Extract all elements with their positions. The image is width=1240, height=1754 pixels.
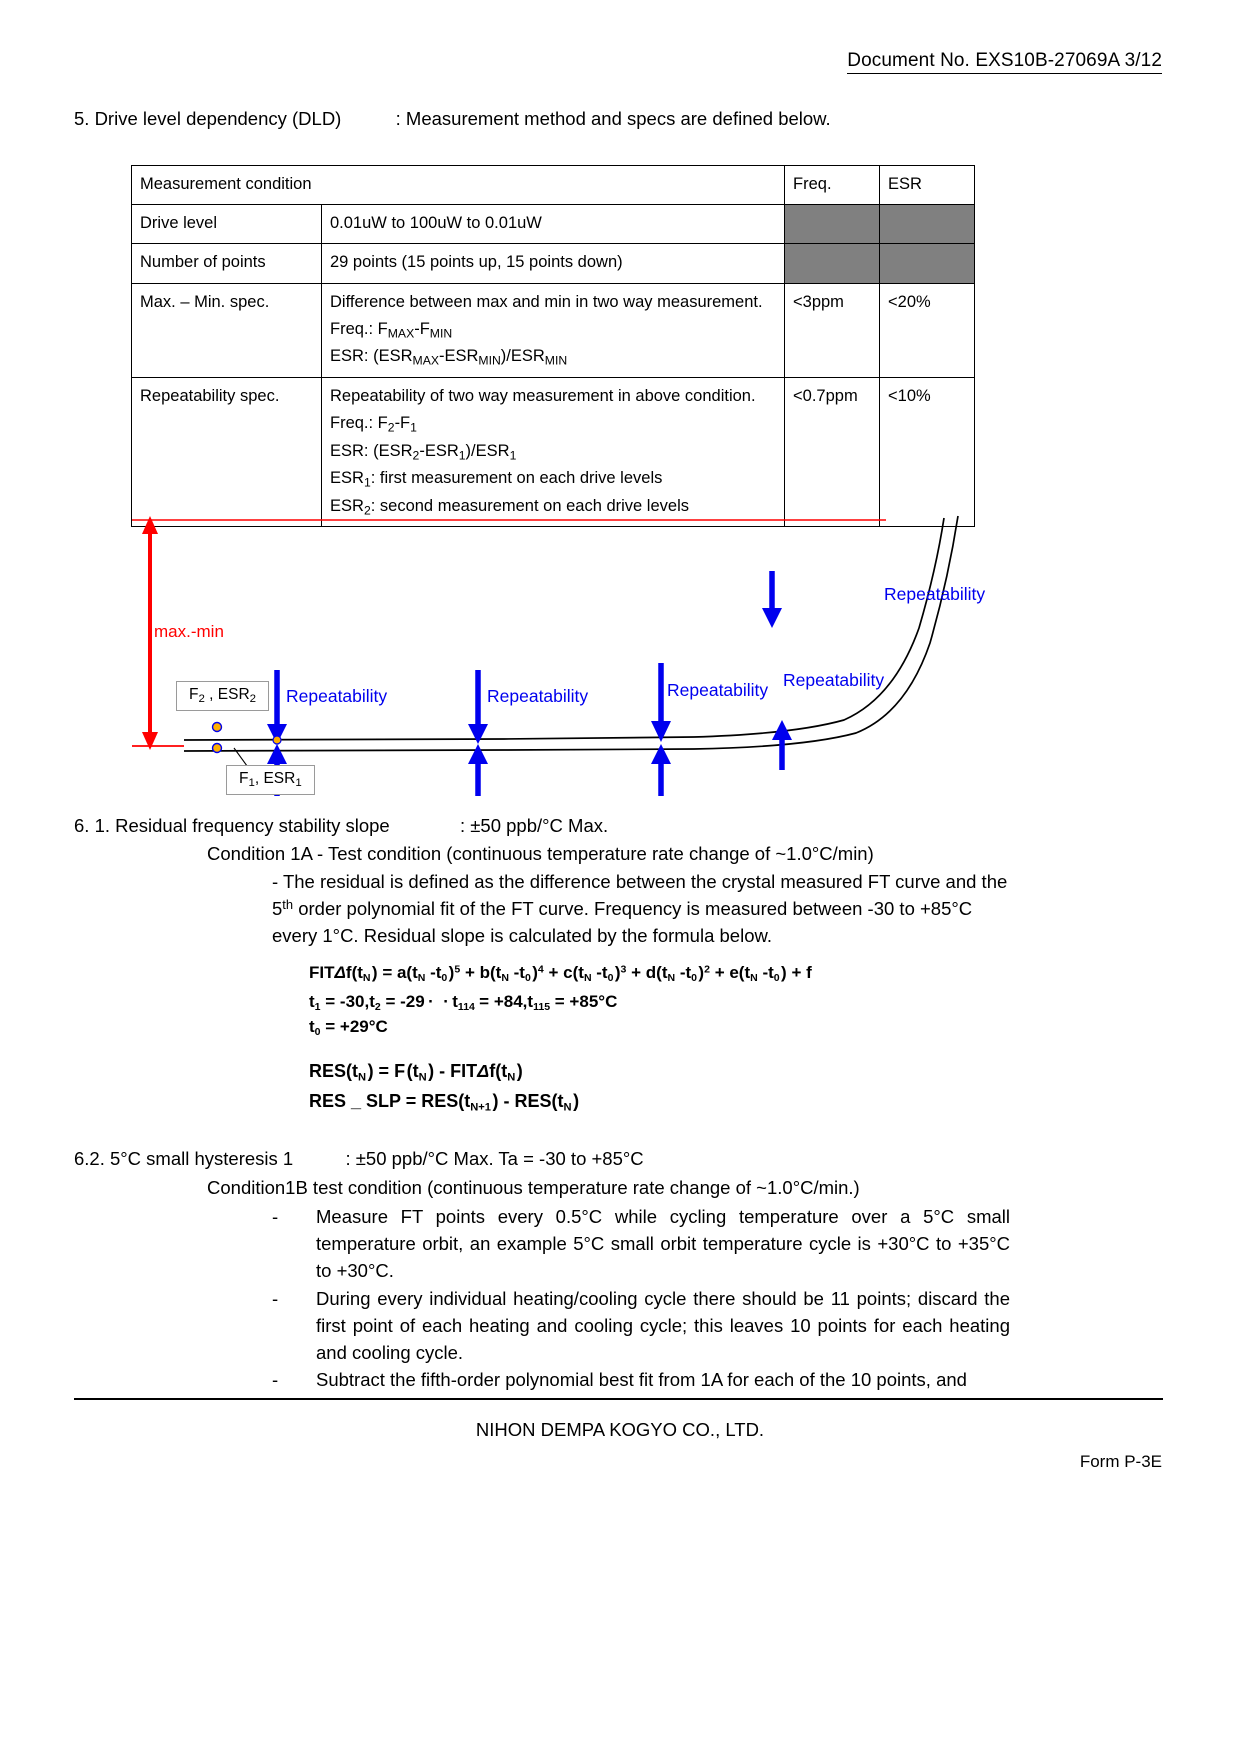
row-label-number-of-points: Number of points (132, 244, 322, 283)
table-row (132, 244, 975, 283)
measurement-table (131, 165, 975, 527)
dld-diagram (74, 508, 1164, 808)
formula-res-slp: RES _ SLP = $RES(t_{N+1}$ ) - $RES(t_N$ ) (309, 1091, 580, 1114)
row-condition-repeatability-spec (322, 377, 785, 526)
point-marker-f1 (213, 744, 222, 753)
row-label-drive-level: Drive level (132, 205, 322, 244)
repeat-line-4: $ESR_1$: first measurement on each drive levels (330, 469, 663, 490)
row-esr-drive-level (880, 205, 975, 244)
repeatability-arrow-down-2 (468, 670, 488, 744)
repeatability-label-4: Repeatability (783, 670, 885, 690)
formula-fit: $FIT\Delta f(t_N$ ) = $a(t_N$ $-t_0$ )$^5 + b(t_N$ $-t_0$ )$^4 + c(t_N$ $-t_0$ )$^3 + d(t_N$ $-t_0$ )$^2 + e(t_N$ $-t_0$ ) + f (309, 963, 812, 985)
max-min-arrow-head-down (142, 732, 158, 750)
section-5-description: : Measurement method and specs are defined below. (395, 108, 831, 129)
row-condition-max-min-spec (322, 283, 785, 377)
list-item (272, 1366, 1010, 1393)
row-freq-repeatability-spec: <0.7ppm (785, 377, 880, 526)
row-freq-drive-level (785, 205, 880, 244)
section-62-heading (74, 1145, 644, 1172)
footer-form-code: Form P-3E (1079, 1452, 1162, 1471)
bullet-marker: - (272, 1206, 279, 1227)
point-marker-f2 (213, 723, 222, 732)
condition-1b: Condition1B test condition (continuous temperature rate change of ~1.0°C/min.) (207, 1177, 860, 1198)
repeat-line-3: ESR: $(ESR_2-ESR_1)/ESR_1$ (330, 441, 517, 463)
repeatability-label-1: Repeatability (286, 686, 388, 706)
section-62-title: 6.2. 5°C small hysteresis 1 (74, 1148, 294, 1169)
row-freq-max-min-spec: <3ppm (785, 283, 880, 377)
max-min-line-3: ESR: $(ESR_{MAX}-ESR_{MIN})/ESR_{MIN}$ (330, 347, 568, 368)
table-row (132, 377, 975, 526)
bullet-text: Measure FT points every 0.5°C while cycling temperature over a 5°C small temperature orbit, an example 5°C small orbit temperature cycle is +30°C to +35°C to +30°C. (316, 1206, 1010, 1282)
formula-t-range: $t_1 = -30,t_2 = -29$ · · $t_{114}$ = $+84,t_{115} = +85^\circ C$ (309, 992, 618, 1014)
f2-esr2-box: $F_2$ , $ESR_2$ (176, 681, 269, 711)
list-item (272, 1285, 1010, 1367)
row-condition-drive-level: 0.01uW to 100uW to 0.01uW (322, 205, 785, 244)
formula-res: $RES(t_N$ ) = F ($t_N$ ) - $FIT\Delta f(t_N$ ) (309, 1061, 523, 1084)
row-freq-number-of-points (785, 244, 880, 283)
max-min-line-1: Difference between max and min in two way measurement. (330, 292, 763, 311)
repeatability-arrow-down-3 (651, 663, 671, 742)
list-item (272, 1203, 1010, 1285)
section-62-spec: : ±50 ppb/°C Max. Ta = -30 to +85°C (345, 1148, 644, 1169)
table-row (132, 205, 975, 244)
bullet-text: During every individual heating/cooling cycle there should be 11 points; discard the first point of each heating and cooling cycle; this leaves 10 points for each heating and cooling cycle. (316, 1287, 1010, 1363)
header-freq: Freq. (785, 166, 880, 205)
section-5-heading (74, 108, 831, 130)
row-label-repeatability-spec: Repeatability spec. (132, 377, 322, 526)
header-measurement-condition: Measurement condition (132, 166, 785, 205)
section-62-bullet-list (272, 1203, 1010, 1393)
dld-curve-lower (184, 516, 958, 751)
table-row (132, 283, 975, 377)
row-condition-number-of-points: 29 points (15 points up, 15 points down) (322, 244, 785, 283)
condition-1a: Condition 1A - Test condition (continuous temperature rate change of ~1.0°C/min) (207, 843, 874, 864)
section-61-title: 6. 1. Residual frequency stability slope (74, 815, 390, 836)
repeatability-arrow-down-4 (762, 571, 782, 628)
row-esr-max-min-spec: <20% (880, 283, 975, 377)
section-5-title: 5. Drive level dependency (DLD) (74, 108, 342, 129)
repeat-line-5: $ESR_2$: second measurement on each drive levels (330, 496, 689, 518)
section-61-spec: : ±50 ppb/°C Max. (459, 815, 609, 836)
point-marker-2 (273, 736, 281, 744)
footer-company: NIHON DEMPA KOGYO CO., LTD. (475, 1419, 765, 1440)
repeatability-arrow-up-3 (651, 744, 671, 796)
repeatability-arrow-down-1 (267, 670, 287, 744)
max-min-label: max.-min (154, 622, 224, 641)
formula-t-zero: $t_0 = +29^\circ C$ (309, 1017, 388, 1039)
residual-definition: - The residual is defined as the difference between the crystal measured FT curve and the 5th order polynomial fit of the FT curve. Frequency is measured between -30 to +85°C every 1°C. Residual slope is calculated by the formula below. (272, 871, 1008, 947)
repeat-line-2: Freq.: $F_2-F_1$ (330, 414, 417, 435)
repeat-line-1: Repeatability of two way measurement in above condition. (330, 386, 756, 405)
table-header-row (132, 166, 975, 205)
repeatability-label-3: Repeatability (667, 680, 769, 700)
diagram-svg (74, 508, 1164, 808)
repeatability-label-2: Repeatability (487, 686, 589, 706)
bullet-marker: - (272, 1287, 279, 1309)
bullet-marker: - (272, 1369, 279, 1391)
max-min-arrow-head-up (142, 516, 158, 534)
row-esr-number-of-points (880, 244, 975, 283)
measurement-table-wrapper (131, 165, 974, 527)
footer-divider (74, 1398, 1163, 1400)
max-min-line-2: Freq.: $F_{MAX}-F_{MIN}$ (330, 319, 453, 341)
row-esr-repeatability-spec: <10% (880, 377, 975, 526)
document-number-header: Document No. EXS10B-27069A 3/12 (847, 50, 1162, 74)
header-esr: ESR (880, 166, 975, 205)
bullet-text: Subtract the fifth-order polynomial best fit from 1A for each of the 10 points, and (316, 1369, 967, 1391)
repeatability-arrow-up-2 (468, 744, 488, 796)
repeatability-label-5: Repeatability (884, 584, 986, 604)
section-61-heading (74, 812, 608, 839)
row-label-max-min-spec: Max. – Min. spec. (132, 283, 322, 377)
f1-esr1-box: $F_1$, $ESR_1$ (226, 765, 315, 795)
